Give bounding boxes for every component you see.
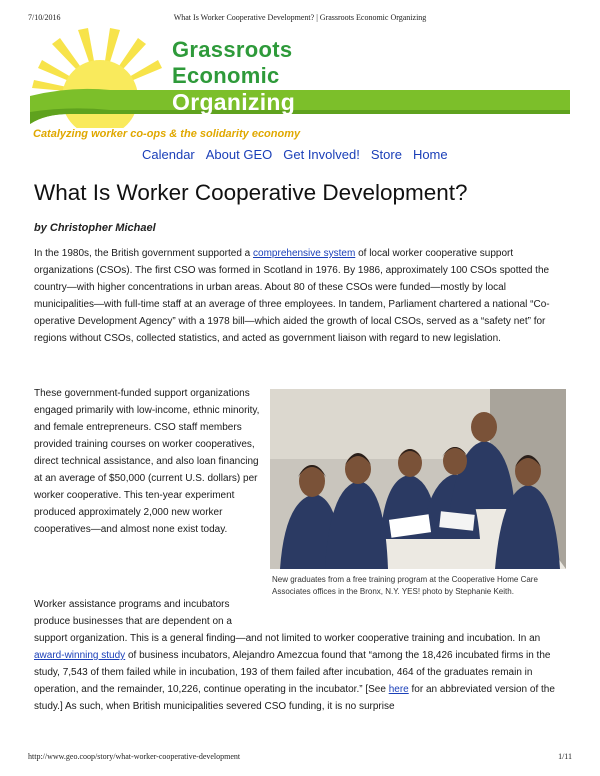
article-photo	[270, 389, 566, 569]
paragraph-2: These government-funded support organizations engaged primarily with low-income, ethnic minority, and female entrepreneurs. CSO staff members provided training courses on worker cooperatives, direct technical assistance, and also loan financing at an average of $50,000 (current U.S. dollars) per worker cooperative. This ten-year experiment produced approximately 2,000 new worker cooperatives—and almost none exist today.	[34, 388, 260, 535]
sun-logo-icon	[30, 28, 570, 128]
paragraph-text: of business incubators, Alejandro Amezcua found that “among the 18,426 incubated firms in the study, 7,543 of them failed while in incubation, 193 of them failed after incubation, 464 of the graduates remain in operation, and the remainder, 10,226, continue operating in the incubator.” [See	[34, 650, 551, 695]
link-award-winning-study[interactable]: award-winning study	[34, 650, 126, 661]
paragraph-1	[34, 245, 566, 347]
paragraph-text: support organization. This is a general finding—and not limited to worker cooperative training and incubation. In an	[34, 633, 541, 644]
main-nav	[142, 147, 448, 162]
print-footer	[28, 752, 572, 764]
paragraph-text: for an abbreviated version of the study.] As such, when British municipalities severed CSO funding, it is no surprise	[34, 684, 555, 712]
print-page-title: What Is Worker Cooperative Development? | Grassroots Economic Organizing	[173, 13, 427, 22]
print-header	[28, 13, 572, 25]
link-here[interactable]: here	[388, 684, 409, 695]
article-title: What Is Worker Cooperative Development?	[34, 180, 468, 205]
article-byline: by Christopher Michael	[34, 222, 156, 234]
nav-home[interactable]: Home	[412, 147, 448, 162]
graduates-photo-illustration	[270, 389, 566, 569]
photo-caption: New graduates from a free training program at the Cooperative Home Care Associates offices in the Bronx, N.Y. YES! photo by Stephanie Keith.	[272, 575, 538, 596]
print-page-number: 1/11	[558, 752, 572, 761]
print-url: http://www.geo.coop/story/what-worker-cooperative-development	[28, 752, 241, 761]
paragraph-text: In the 1980s, the British government supported a	[34, 248, 254, 259]
logo-text-grassroots: Grassroots	[172, 37, 293, 62]
logo-text-economic: Economic	[172, 63, 280, 88]
nav-calendar[interactable]: Calendar	[142, 147, 195, 162]
logo-text-organizing: Organizing	[172, 89, 296, 115]
print-date: 7/10/2016	[28, 13, 61, 22]
site-tagline: Catalyzing worker co-ops & the solidarity economy	[33, 128, 301, 140]
paragraph-text: of local worker cooperative support organizations (CSOs). The first CSO was formed in Scotland in 1976. By 1986, approximately 100 CSOs spotted the country—with higher concentrations in urban areas. About 80 of these CSOs were funded—mostly by local municipalities—with full-time staff at an average of three employees. In tandem, Parliament chartered a national “Co-operative Development Agency” with a 1978 bill—which aided the growth of local CSOs, served as a “safety net” for regions without CSOs, collected statistics, and acted as government liaison with regard to new legislation.	[34, 248, 550, 344]
nav-get-involved[interactable]: Get Involved!	[283, 147, 360, 162]
nav-about-geo[interactable]: About GEO	[205, 147, 273, 162]
paragraph-3	[34, 630, 566, 715]
link-comprehensive-system[interactable]: comprehensive system	[253, 248, 356, 259]
paragraph-3-start: Worker assistance programs and incubators produce businesses that are dependent on a	[34, 599, 232, 627]
nav-store[interactable]: Store	[370, 147, 402, 162]
